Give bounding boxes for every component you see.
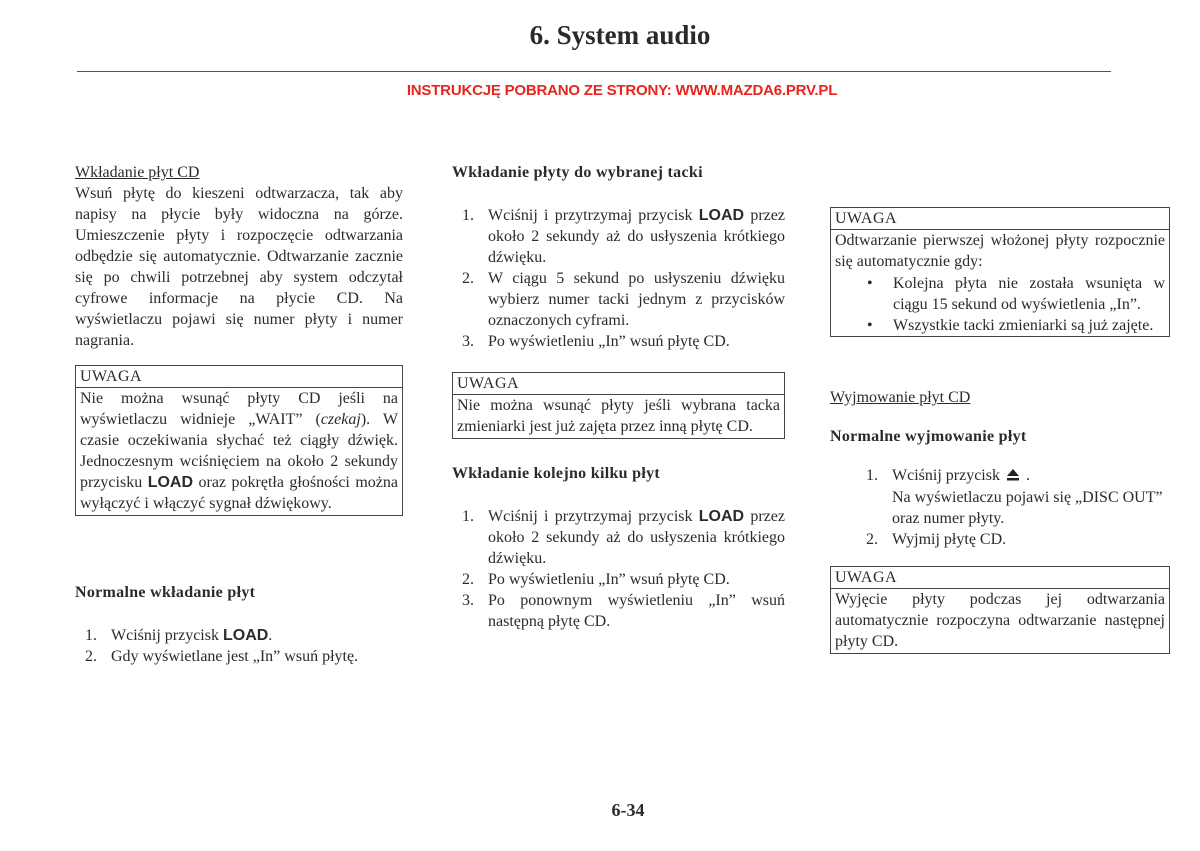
note-body: Nie można wsunąć płyty jeśli wybrana tacka zmieniarki jest już zajęta przez inną płytę CD. — [457, 397, 780, 435]
note-bullets — [831, 273, 1169, 336]
inserting-paragraph: Wsuń płytę do kieszeni odtwarzacza, tak aby napisy na płycie były widoczna na górze. Umieszczenie płyty i rozpoczęcie odtwarzania odbędzie się automatycznie. Odtwarzanie zacznie się po chwili potrzebnej aby system odczytał cyfrowe informacje na płycie CD. Na wyświetlaczu pojawi się numer płyty i numer nagrania. — [75, 185, 403, 349]
heading-normal-inserting: Normalne wkładanie płyt — [75, 584, 256, 601]
list-item: 1. Wciśnij przycisk . Na wyświetlaczu pojawi się „DISC OUT” oraz numer płyty. — [830, 465, 1170, 529]
note-text-3: oraz pokrętła głośności można wyłączyć i włączyć sygnał dźwiękowy. — [80, 474, 398, 512]
column-2 — [452, 162, 785, 632]
heading-insert-selected-tray: Wkładanie płyty do wybranej tacki — [452, 164, 703, 181]
heading-normal-eject: Normalne wyjmowanie płyt — [830, 428, 1027, 445]
note-body: Wyjęcie płyty podczas jej odtwarzania automatycznie rozpoczyna odtwarzanie następnej płyty CD. — [835, 590, 1165, 650]
list-item: 3. Po ponownym wyświetleniu „In” wsuń następną płytę CD. — [462, 592, 785, 630]
header-divider — [77, 71, 1111, 72]
section-title-ejecting: Wyjmowanie płyt CD — [830, 389, 971, 406]
note-text-1: Nie można wsunąć płyty CD jeśli na wyświetlaczu widnieje „WAIT” ( — [80, 390, 398, 428]
note-body — [76, 388, 402, 515]
normal-insert-steps — [75, 625, 403, 667]
eject-steps — [830, 465, 1170, 550]
note-text-italic: czekaj — [320, 411, 361, 428]
page-number: 6-34 — [611, 800, 645, 820]
list-item: 1. Wciśnij i przytrzymaj przycisk LOAD przez około 2 sekundy aż do usłyszenia krótkiego dźwięku. — [462, 508, 785, 567]
list-item: 3. Po wyświetleniu „In” wsuń płytę CD. — [462, 333, 730, 350]
heading-insert-several: Wkładanie kolejno kilku płyt — [452, 465, 661, 482]
column-3 — [830, 207, 1170, 654]
list-item: 2. W ciągu 5 sekund po usłyszeniu dźwięku wybierz numer tacki jednym z przycisków oznaczonych cyframi. — [462, 270, 785, 329]
list-item: • Kolejna płyta nie została wsunięta w ciągu 15 sekund od wyświetlenia „In”. — [867, 275, 1165, 313]
note-box-wait — [75, 365, 403, 516]
page-title: 6. System audio — [529, 20, 711, 50]
note-box-auto-play — [830, 207, 1170, 337]
download-banner: INSTRUKCJĘ POBRANO ZE STRONY: WWW.MAZDA6.PRV.PL — [406, 82, 838, 99]
note-box-tray-occupied — [452, 372, 785, 439]
list-item: 2. Wyjmij płytę CD. — [866, 530, 1007, 548]
eject-step-continuation: Na wyświetlaczu pojawi się „DISC OUT” oraz numer płyty. — [892, 488, 1163, 527]
list-item: 2. Po wyświetleniu „In” wsuń płytę CD. — [462, 571, 730, 588]
note-heading: UWAGA — [831, 567, 1169, 589]
several-discs-steps — [452, 506, 785, 632]
list-item: 1. Wciśnij przycisk LOAD. — [85, 627, 273, 644]
selected-tray-steps — [452, 205, 785, 352]
eject-icon — [1006, 466, 1020, 487]
note-heading: UWAGA — [831, 208, 1169, 230]
note-intro: Odtwarzanie pierwszej włożonej płyty rozpocznie się automatycznie gdy: — [835, 232, 1165, 270]
load-label: LOAD — [147, 474, 194, 491]
list-item: 2. Gdy wyświetlane jest „In” wsuń płytę. — [85, 648, 359, 665]
note-box-eject-during-play — [830, 566, 1170, 654]
list-item: 1. Wciśnij i przytrzymaj przycisk LOAD przez około 2 sekundy aż do usłyszenia krótkiego dźwięku. — [462, 207, 785, 266]
note-heading: UWAGA — [453, 373, 784, 395]
note-text-2: ). W czasie oczekiwania słychać też ciągły dźwięk. Jednoczesnym wciśnięciem na około 2 sekundy przycisku — [80, 411, 398, 491]
note-heading: UWAGA — [76, 366, 402, 388]
section-title-inserting-cds: Wkładanie płyt CD — [75, 164, 200, 181]
list-item: • Wszystkie tacki zmieniarki są już zajęte. — [867, 317, 1154, 334]
column-1 — [75, 162, 403, 667]
